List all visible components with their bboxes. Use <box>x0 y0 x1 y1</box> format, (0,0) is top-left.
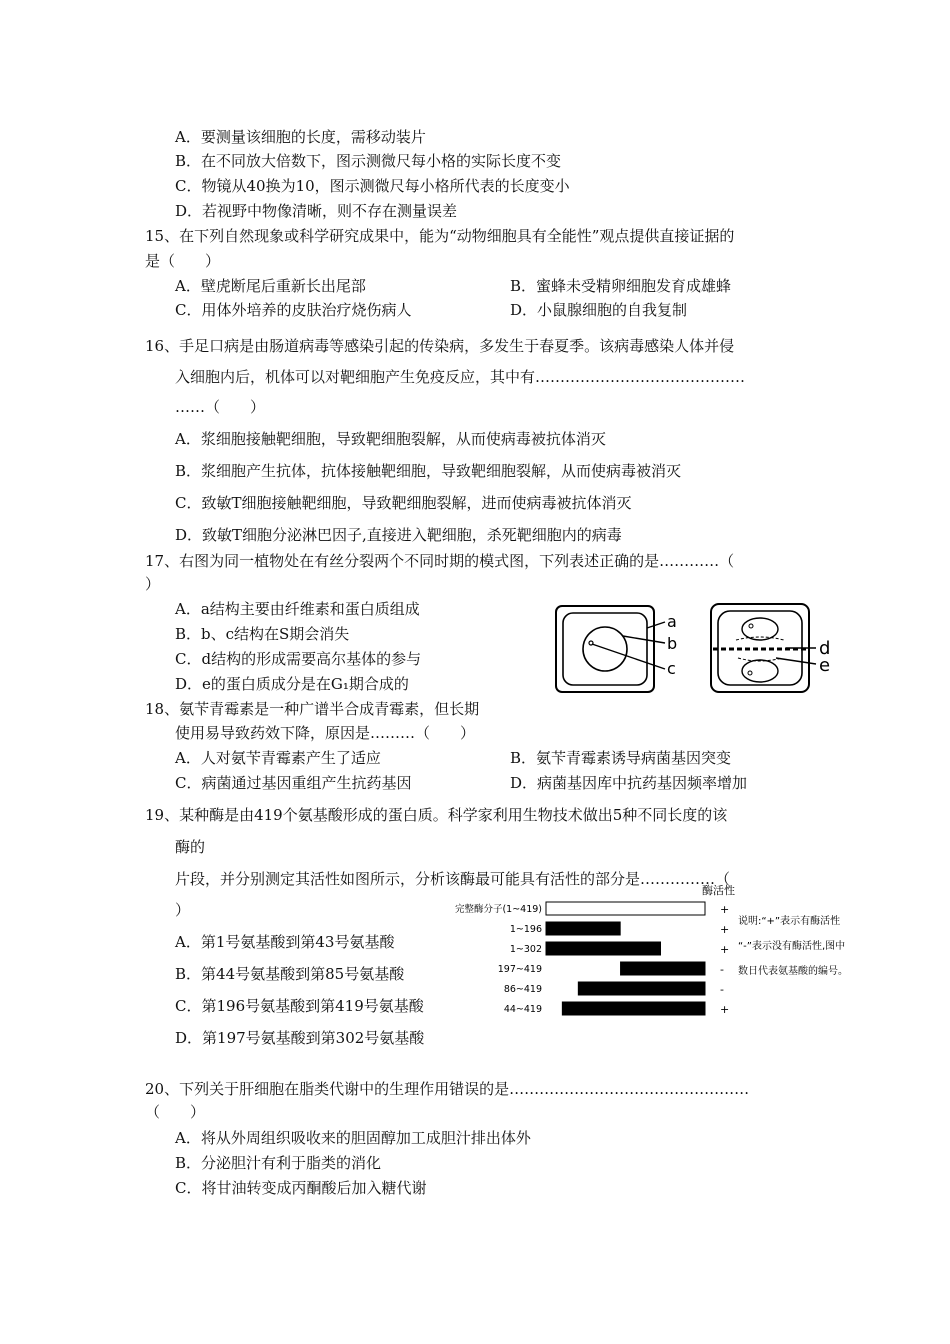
q17-stem-line1: 17、右图为同一植物处在有丝分裂两个不同时期的模式图，下列表述正确的是…………（ <box>145 552 735 570</box>
q18-option-a: A．人对氨苄青霉素产生了适应 <box>175 749 381 767</box>
cell-left <box>556 606 665 692</box>
q16-stem-line3: ……（ ） <box>175 398 266 416</box>
q14-option-a: A．要测量该细胞的长度，需移动装片 <box>175 128 426 146</box>
figure-label-b: b <box>667 634 678 653</box>
enzyme-fragment-bar <box>546 942 660 955</box>
q15-option-c: C．用体外培养的皮肤治疗烧伤病人 <box>175 301 412 319</box>
q20-option-c: C．将甘油转变成丙酮酸后加入糖代谢 <box>175 1179 427 1197</box>
q19-option-b: B．第44号氨基酸到第85号氨基酸 <box>175 965 405 983</box>
q15-option-d: D．小鼠腺细胞的自我复制 <box>510 301 688 319</box>
enzyme-row-label: 86~419 <box>503 984 542 995</box>
q19-option-c: C．第196号氨基酸到第419号氨基酸 <box>175 997 424 1015</box>
q18-stem-line1: 18、氨苄青霉素是一种广谱半合成青霉素，但长期 <box>145 700 480 718</box>
q14-option-b: B．在不同放大倍数下，图示测微尺每小格的实际长度不变 <box>175 152 562 170</box>
q18-option-b: B．氨苄青霉素诱导病菌基因突变 <box>510 749 732 767</box>
enzyme-activity-sign: - <box>720 963 724 976</box>
q19-stem-line1: 19、某种酶是由419个氨基酸形成的蛋白质。科学家利用生物技术做出5种不同长度的该 <box>145 806 728 824</box>
enzyme-note-line1: 说明:“+”表示有酶活性 <box>738 916 841 927</box>
q19-stem-line2: 酶的 <box>175 838 206 856</box>
enzyme-note-line3: 数日代表氨基酸的编号。 <box>738 966 848 977</box>
q16-option-b: B．浆细胞产生抗体，抗体接触靶细胞，导致靶细胞裂解，从而使病毒被消灭 <box>175 462 682 480</box>
enzyme-activity-sign: + <box>720 1003 730 1016</box>
enzyme-row-label: 197~419 <box>497 964 542 975</box>
figure-label-a: a <box>667 612 677 631</box>
enzyme-note-line2: “-”表示没有酶活性,图中 <box>738 941 846 952</box>
enzyme-row-label: 44~419 <box>503 1004 542 1015</box>
enzyme-row-label: 1~302 <box>509 944 542 955</box>
q20-option-a: A．将从外周组织吸收来的胆固醇加工成胆汁排出体外 <box>175 1129 531 1147</box>
enzyme-fragment-bar <box>621 962 705 975</box>
q16-stem-line1: 16、手足口病是由肠道病毒等感染引起的传染病，多发生于春夏季。该病毒感染人体并侵 <box>145 337 735 355</box>
enzyme-fragment-bar <box>546 922 620 935</box>
enzyme-activity-header: 酶活性 <box>702 884 735 897</box>
q20-stem-line2: （ ） <box>145 1103 206 1121</box>
q17-option-d: D．e的蛋白质成分是在G₁期合成的 <box>175 675 409 693</box>
figure-label-d: d <box>819 638 831 659</box>
q16-stem-line2: 入细胞内后，机体可以对靶细胞产生免疫反应，其中有…………………………………… <box>175 368 746 386</box>
q16-option-d: D．致敏T细胞分泌淋巴因子,直接进入靶细胞，杀死靶细胞内的病毒 <box>175 526 622 544</box>
mitosis-cells-figure <box>548 598 848 698</box>
q15-option-b: B．蜜蜂未受精卵细胞发育成雄蜂 <box>510 277 732 295</box>
q19-stem-line3: 片段，并分别测定其活性如图所示，分析该酶最可能具有活性的部分是……………（ <box>175 870 731 888</box>
enzyme-fragment-bar <box>562 1002 705 1015</box>
q18-option-c: C．病菌通过基因重组产生抗药基因 <box>175 774 412 792</box>
q20-stem-line1: 20、下列关于肝细胞在脂类代谢中的生理作用错误的是………………………………………… <box>145 1080 750 1098</box>
q14-option-c: C．物镜从40换为10，图示测微尺每小格所代表的长度变小 <box>175 177 570 195</box>
q15-option-a: A．壁虎断尾后重新长出尾部 <box>175 277 366 295</box>
q19-stem-line4: ） <box>175 901 191 919</box>
q15-stem-line1: 15、在下列自然现象或科学研究成果中，能为“动物细胞具有全能性”观点提供直接证据的 <box>145 227 735 245</box>
q17-option-a: A．a结构主要由纤维素和蛋白质组成 <box>175 600 420 618</box>
q16-option-c: C．致敏T细胞接触靶细胞，导致靶细胞裂解，进而使病毒被抗体消灭 <box>175 494 632 512</box>
q17-stem-line2: ） <box>145 575 161 593</box>
enzyme-row-label: 1~196 <box>509 924 542 935</box>
enzyme-fragment-figure <box>450 882 870 1022</box>
q17-option-c: C．d结构的形成需要高尔基体的参与 <box>175 650 422 668</box>
figure-label-c: c <box>667 659 676 678</box>
q16-option-a: A．浆细胞接触靶细胞，导致靶细胞裂解，从而使病毒被抗体消灭 <box>175 430 606 448</box>
q18-option-d: D．病菌基因库中抗药基因频率增加 <box>510 774 748 792</box>
figure-label-e: e <box>819 655 831 676</box>
q19-option-d: D．第197号氨基酸到第302号氨基酸 <box>175 1029 425 1047</box>
q15-stem-line2: 是（ ） <box>145 252 221 270</box>
enzyme-row-label: 完整酶分子(1~419) <box>454 904 542 915</box>
enzyme-activity-sign: + <box>720 943 730 956</box>
enzyme-activity-sign: - <box>720 983 724 996</box>
q14-option-d: D．若视野中物像清晰，则不存在测量误差 <box>175 202 458 220</box>
enzyme-activity-sign: + <box>720 903 730 916</box>
q18-stem-line2: 使用易导致药效下降，原因是………（ ） <box>175 724 476 742</box>
enzyme-fragment-bar <box>578 982 705 995</box>
q17-option-b: B．b、c结构在S期会消失 <box>175 625 350 643</box>
q20-option-b: B．分泌胆汁有利于脂类的消化 <box>175 1154 382 1172</box>
cell-right <box>711 604 816 692</box>
enzyme-activity-sign: + <box>720 923 730 936</box>
enzyme-fragment-bar <box>546 902 705 915</box>
q19-option-a: A．第1号氨基酸到第43号氨基酸 <box>175 933 395 951</box>
